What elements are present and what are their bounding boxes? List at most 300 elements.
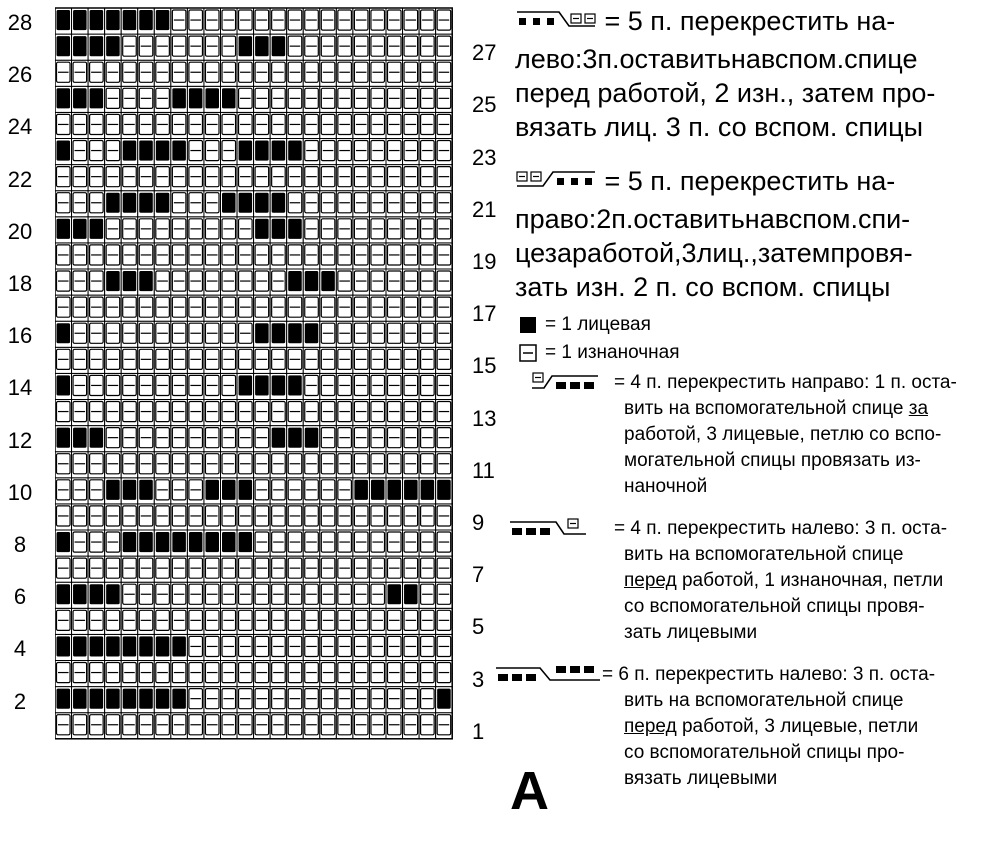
stitch-cell [105, 530, 122, 556]
knit-stitch [139, 10, 153, 30]
stitch-cell [336, 269, 353, 295]
stitch-cell [320, 687, 337, 713]
stitch-cell [270, 112, 287, 138]
row-number-right: 19 [472, 248, 497, 274]
stitch-cell [287, 112, 304, 138]
stitch-cell [419, 530, 436, 556]
stitch-cell [320, 269, 337, 295]
knit-stitch [222, 88, 236, 108]
stitch-cell [336, 112, 353, 138]
knit-stitch [90, 88, 104, 108]
stitch-cell [121, 713, 138, 739]
stitch-cell [436, 373, 453, 399]
stitch-cell [320, 165, 337, 191]
row-number-left: 26 [7, 62, 33, 88]
stitch-cell [187, 34, 204, 60]
stitch-cell [303, 400, 320, 426]
stitch-cell [303, 243, 320, 269]
stitch-cell [121, 452, 138, 478]
knit-stitch [239, 141, 253, 161]
stitch-cell [154, 713, 171, 739]
stitch-cell [369, 661, 386, 687]
stitch-cell [154, 608, 171, 634]
stitch-cell [171, 139, 188, 165]
stitch-cell [187, 582, 204, 608]
stitch-cell [287, 426, 304, 452]
stitch-cell [221, 8, 238, 34]
stitch-cell [270, 426, 287, 452]
stitch-cell [403, 165, 420, 191]
knit-stitch [106, 271, 120, 291]
stitch-cell [171, 400, 188, 426]
stitch-cell [403, 269, 420, 295]
stitch-cell [270, 608, 287, 634]
stitch-cell [386, 217, 403, 243]
stitch-cell [204, 269, 221, 295]
stitch-cell [88, 60, 105, 86]
knit-stitch [255, 323, 269, 343]
stitch-cell [436, 295, 453, 321]
row-number-right: 11 [472, 457, 495, 483]
cross5-right-symbol [515, 164, 597, 202]
cross6-left-line4: со вспомогательной спицы про- [624, 742, 905, 763]
knit-stitch [321, 271, 335, 291]
stitch-cell [171, 608, 188, 634]
stitch-cell [436, 191, 453, 217]
stitch-cell [353, 217, 370, 243]
stitch-cell [353, 687, 370, 713]
knit-stitch [189, 88, 203, 108]
stitch-cell [138, 8, 155, 34]
knit-stitch [272, 141, 286, 161]
row-number-right: 21 [472, 196, 497, 222]
knit-stitch [57, 141, 71, 161]
knit-stitch [106, 689, 120, 709]
stitch-cell [287, 713, 304, 739]
stitch-cell [121, 347, 138, 373]
stitch-cell [403, 661, 420, 687]
row-number-right: 1 [472, 718, 485, 744]
stitch-cell [270, 86, 287, 112]
stitch-cell [121, 478, 138, 504]
knit-stitch [272, 193, 286, 213]
knit-stitch [371, 480, 385, 500]
stitch-cell [187, 556, 204, 582]
stitch-cell [254, 269, 271, 295]
stitch-cell [237, 321, 254, 347]
stitch-cell [403, 530, 420, 556]
stitch-cell [237, 661, 254, 687]
stitch-cell [88, 321, 105, 347]
cross4-right-symbol-icon [530, 370, 600, 396]
stitch-cell [320, 582, 337, 608]
stitch-cell [237, 634, 254, 660]
legend-cross4-left [508, 516, 990, 656]
row-number-right: 3 [472, 666, 485, 692]
stitch-cell [88, 452, 105, 478]
stitch-cell [287, 165, 304, 191]
stitch-cell [386, 165, 403, 191]
stitch-cell [187, 86, 204, 112]
stitch-cell [221, 608, 238, 634]
stitch-cell [72, 530, 89, 556]
stitch-cell [121, 373, 138, 399]
stitch-cell [320, 400, 337, 426]
cable-line [517, 12, 595, 26]
knit-stitch [106, 584, 120, 604]
stitch-cell [55, 478, 72, 504]
stitch-cell [403, 139, 420, 165]
stitch-cell [270, 60, 287, 86]
stitch-cell [287, 530, 304, 556]
stitch-cell [303, 373, 320, 399]
stitch-cell [55, 530, 72, 556]
stitch-cell [353, 634, 370, 660]
stitch-cell [187, 8, 204, 34]
stitch-cell [221, 504, 238, 530]
stitch-cell [386, 426, 403, 452]
stitch-cell [237, 34, 254, 60]
stitch-cell [187, 400, 204, 426]
stitch-cell [187, 661, 204, 687]
legend-cross5-left-line4: вязать лиц. 3 п. со вспом. спицы [515, 112, 923, 142]
knit-stitch [404, 480, 418, 500]
knit-stitch [139, 193, 153, 213]
stitch-cell [353, 34, 370, 60]
stitch-cell [55, 191, 72, 217]
row-number-right: 9 [472, 509, 485, 535]
stitch-cell [320, 713, 337, 739]
stitch-cell [287, 217, 304, 243]
stitch-cell [237, 582, 254, 608]
stitch-cell [154, 86, 171, 112]
stitch-cell [254, 400, 271, 426]
stitch-cell [138, 452, 155, 478]
stitch-cell [221, 295, 238, 321]
stitch-cell [403, 687, 420, 713]
stitch-cell [353, 112, 370, 138]
stitch-cell [369, 426, 386, 452]
stitch-cell [237, 426, 254, 452]
stitch-cell [386, 452, 403, 478]
legend-knit [519, 312, 989, 338]
stitch-cell [336, 478, 353, 504]
stitch-cell [403, 478, 420, 504]
legend-cross5-right [515, 164, 995, 304]
stitch-cell [237, 556, 254, 582]
stitch-cell [419, 687, 436, 713]
stitch-cell [254, 661, 271, 687]
stitch-cell [187, 321, 204, 347]
stitch-cell [436, 165, 453, 191]
stitch-cell [105, 60, 122, 86]
stitch-cell [121, 661, 138, 687]
knit-mark [584, 666, 594, 673]
stitch-cell [237, 8, 254, 34]
stitch-cell [187, 165, 204, 191]
row-number-left: 2 [13, 688, 27, 714]
stitch-cell [221, 478, 238, 504]
stitch-cell [353, 165, 370, 191]
stitch-cell [237, 165, 254, 191]
stitch-cell [320, 139, 337, 165]
knit-stitch [172, 88, 186, 108]
stitch-cell [403, 321, 420, 347]
stitch-cell [187, 60, 204, 86]
stitch-cell [72, 112, 89, 138]
cross6-left-line3a: перед [624, 716, 677, 737]
stitch-cell [138, 60, 155, 86]
stitch-cell [287, 191, 304, 217]
stitch-cell [303, 269, 320, 295]
stitch-cell [403, 452, 420, 478]
stitch-cell [154, 243, 171, 269]
stitch-cell [138, 373, 155, 399]
stitch-cell [55, 713, 72, 739]
stitch-cell [171, 504, 188, 530]
stitch-cell [55, 661, 72, 687]
stitch-cell [72, 60, 89, 86]
stitch-cell [369, 165, 386, 191]
stitch-cell [303, 530, 320, 556]
row-number-left: 14 [7, 375, 33, 401]
stitch-cell [254, 634, 271, 660]
stitch-cell [287, 478, 304, 504]
stitch-cell [72, 139, 89, 165]
stitch-cell [55, 608, 72, 634]
stitch-cell [55, 8, 72, 34]
knit-mark [540, 528, 550, 535]
stitch-cell [320, 8, 337, 34]
stitch-cell [403, 347, 420, 373]
stitch-cell [320, 608, 337, 634]
stitch-cell [254, 60, 271, 86]
stitch-cell [403, 582, 420, 608]
stitch-cell [221, 60, 238, 86]
stitch-cell [287, 687, 304, 713]
stitch-cell [237, 687, 254, 713]
row-number-right: 25 [472, 92, 497, 118]
stitch-cell [436, 530, 453, 556]
stitch-cell [386, 347, 403, 373]
stitch-cell [419, 504, 436, 530]
knit-stitch [156, 689, 170, 709]
stitch-cell [221, 661, 238, 687]
stitch-cell [55, 243, 72, 269]
stitch-cell [187, 426, 204, 452]
stitch-cell [386, 295, 403, 321]
stitch-cell [121, 400, 138, 426]
stitch-cell [336, 321, 353, 347]
stitch-cell [403, 60, 420, 86]
knit-mark [570, 382, 580, 389]
stitch-cell [154, 139, 171, 165]
stitch-cell [419, 139, 436, 165]
stitch-cell [204, 478, 221, 504]
stitch-cell [436, 634, 453, 660]
legend-purl [519, 340, 989, 366]
stitch-cell [88, 243, 105, 269]
stitch-cell [88, 217, 105, 243]
stitch-cell [386, 504, 403, 530]
knit-stitch [255, 219, 269, 239]
stitch-cell [72, 373, 89, 399]
stitch-cell [353, 530, 370, 556]
stitch-cell [55, 634, 72, 660]
knit-stitch [57, 323, 71, 343]
stitch-cell [436, 217, 453, 243]
stitch-cell [336, 687, 353, 713]
stitch-cell [154, 60, 171, 86]
knit-stitch [73, 428, 87, 448]
stitch-cell [72, 634, 89, 660]
stitch-cell [320, 34, 337, 60]
stitch-cell [403, 243, 420, 269]
stitch-cell [237, 269, 254, 295]
stitch-cell [138, 530, 155, 556]
stitch-cell [369, 243, 386, 269]
stitch-cell [72, 713, 89, 739]
stitch-cell [72, 217, 89, 243]
stitch-cell [403, 86, 420, 112]
knit-mark [526, 528, 536, 535]
stitch-cell [221, 347, 238, 373]
stitch-cell [204, 426, 221, 452]
stitch-cell [171, 34, 188, 60]
stitch-cell [171, 478, 188, 504]
stitch-cell [204, 452, 221, 478]
stitch-cell [254, 191, 271, 217]
stitch-cell [105, 504, 122, 530]
stitch-cell [105, 687, 122, 713]
stitch-cell [171, 112, 188, 138]
stitch-cell [436, 8, 453, 34]
stitch-cell [72, 582, 89, 608]
stitch-cell [419, 478, 436, 504]
stitch-cell [237, 608, 254, 634]
stitch-cell [204, 347, 221, 373]
stitch-cell [320, 530, 337, 556]
stitch-cell [353, 504, 370, 530]
knit-stitch [73, 584, 87, 604]
stitch-cell [105, 608, 122, 634]
stitch-cell [303, 217, 320, 243]
knit-stitch [73, 219, 87, 239]
stitch-cell [72, 661, 89, 687]
stitch-cell [369, 530, 386, 556]
stitch-cell [105, 582, 122, 608]
stitch-cell [204, 112, 221, 138]
stitch-cell [138, 504, 155, 530]
stitch-cell [436, 321, 453, 347]
stitch-cell [336, 243, 353, 269]
stitch-cell [171, 269, 188, 295]
stitch-cell [303, 60, 320, 86]
stitch-cell [221, 86, 238, 112]
knit-stitch [90, 428, 104, 448]
stitch-cell [336, 60, 353, 86]
row-number-left: 10 [7, 479, 33, 505]
stitch-cell [270, 530, 287, 556]
stitch-cell [121, 321, 138, 347]
stitch-cell [419, 373, 436, 399]
stitch-cell [154, 112, 171, 138]
stitch-cell [221, 321, 238, 347]
legend-knit-text: = 1 лицевая [545, 314, 651, 335]
stitch-cell [88, 426, 105, 452]
stitch-cell [204, 556, 221, 582]
stitch-cell [270, 478, 287, 504]
stitch-cell [55, 582, 72, 608]
knit-stitch [388, 584, 402, 604]
stitch-cell [287, 504, 304, 530]
stitch-cell [171, 634, 188, 660]
cross5-left-symbol [515, 4, 597, 42]
stitch-cell [237, 86, 254, 112]
stitch-cell [270, 8, 287, 34]
row-number-left: 6 [13, 584, 27, 610]
stitch-cell [320, 295, 337, 321]
stitch-cell [254, 243, 271, 269]
stitch-cell [171, 426, 188, 452]
stitch-cell [72, 34, 89, 60]
stitch-cell [72, 86, 89, 112]
row-number-right: 5 [472, 614, 485, 640]
knit-stitch [205, 532, 219, 552]
stitch-cell [187, 504, 204, 530]
knit-stitch [189, 532, 203, 552]
stitch-cell [270, 661, 287, 687]
knit-stitch [90, 10, 104, 30]
stitch-cell [221, 34, 238, 60]
stitch-cell [138, 687, 155, 713]
row-number-left: 16 [7, 323, 33, 349]
stitch-cell [221, 165, 238, 191]
stitch-cell [386, 582, 403, 608]
stitch-cell [436, 713, 453, 739]
stitch-cell [105, 112, 122, 138]
cross4-right-line3: работой, 3 лицевые, петлю со вспо- [624, 424, 942, 445]
stitch-cell [105, 661, 122, 687]
knit-stitch [57, 636, 71, 656]
stitch-cell [386, 321, 403, 347]
stitch-cell [138, 347, 155, 373]
stitch-cell [187, 269, 204, 295]
knit-mark [512, 528, 522, 535]
stitch-cell [105, 478, 122, 504]
stitch-cell [138, 400, 155, 426]
cross4-left-line3a: перед [624, 570, 677, 591]
knit-stitch [222, 193, 236, 213]
stitch-cell [336, 34, 353, 60]
stitch-cell [204, 687, 221, 713]
row-number-right: 17 [472, 301, 497, 327]
stitch-cell [154, 165, 171, 191]
stitch-cell [320, 60, 337, 86]
stitch-cell [303, 582, 320, 608]
knit-stitch [239, 375, 253, 395]
stitch-cell [369, 504, 386, 530]
stitch-cell [154, 373, 171, 399]
stitch-cell [237, 373, 254, 399]
stitch-cell [121, 556, 138, 582]
stitch-cell [221, 269, 238, 295]
knit-stitch [288, 375, 302, 395]
stitch-cell [287, 452, 304, 478]
stitch-cell [88, 478, 105, 504]
stitch-cell [55, 295, 72, 321]
stitch-cell [171, 713, 188, 739]
